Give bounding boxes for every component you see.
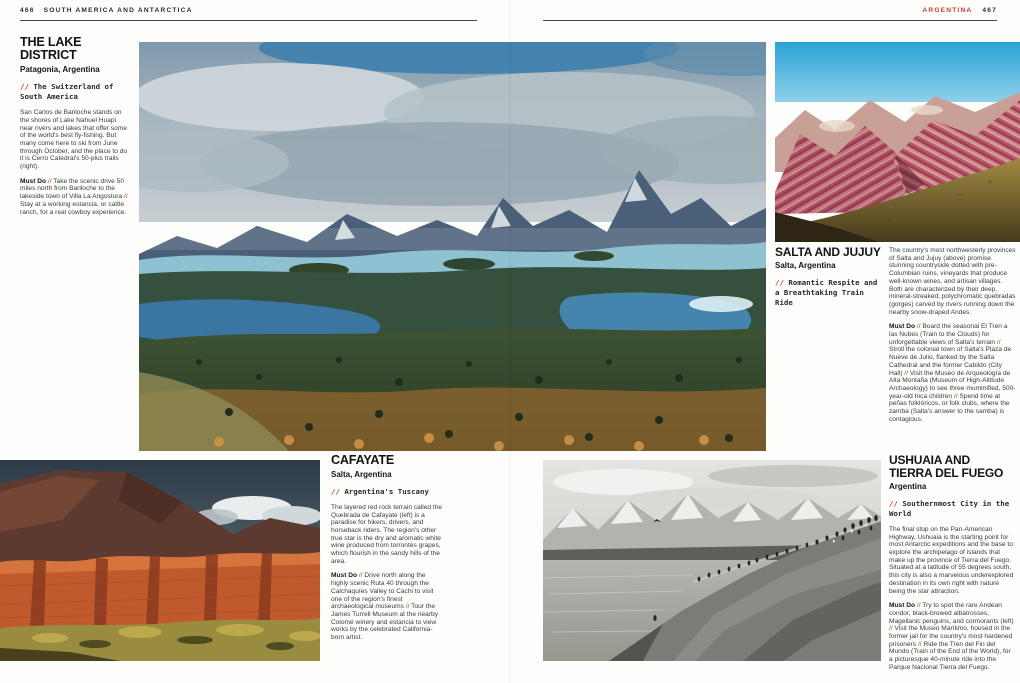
lake-district-must-do [20, 178, 131, 217]
page-gutter [508, 0, 512, 683]
slash-mark: // [358, 572, 363, 580]
cafayate-photo-illustration [0, 460, 320, 661]
cafayate-title: CAFAYATE [331, 453, 395, 467]
tagline-text: Southernmost City in the World [889, 498, 1010, 518]
section-ushuaia [889, 454, 1016, 672]
tagline-text: Romantic Respite and a Breathtaking Train Ride [775, 278, 878, 308]
lake-district-photo [139, 42, 766, 451]
must-do-label: Must Do [331, 572, 358, 580]
must-do-items: Try to spot the rare Andean condor, black-browed albatrosses, Magellanic penguins, and cormorants (left) // Visit the Museo Marítimo, housed in the former jail for the country's most hardened prisoners // Ride the Tren del Fin del Mundo (Train of the End of the World), for a picturesque 40-minute ride into the Parque Nacional Tierra del Fuego. [889, 602, 1014, 671]
must-do-items: Board the seasonal El Tren a las Nubes (Train to the Clouds) for unforgettable views of Salta's terrain // Stroll the colonial town of Salta's Plaza de Nueve de Julio, flanked by the Salta Cathedral and the former Cabildo (City Hall) // Visit the Museo de Arqueología de Alta Montaña (Museum of High-Altitude Archaeology) to see three mummified, 500-year-old Inca children // Spend time at peñas folklóricos, or folk clubs, where the zamba (Salta's answer to the samba) is contagious. [889, 323, 1016, 423]
ushuaia-photo [543, 460, 881, 661]
ushuaia-body: The final stop on the Pan-American Highway, Ushuaia is the starting point for most Antarctic expeditions and the base to explore the archipelago of islands that make up the province of Tierra del Fuego. Situated at a latitude of 55 degrees south, this city is also a marvelous underexplored destination in its own right with nature being the star attraction. [889, 525, 1014, 595]
slash-mark: // [952, 392, 960, 400]
slash-mark: // [995, 338, 1001, 346]
must-do-label: Must Do [889, 323, 916, 331]
ushuaia-title: USHUAIA AND TIERRA DEL FUEGO [889, 453, 1004, 480]
ushuaia-location: Argentina [889, 481, 927, 491]
page-number-left: 466 [20, 7, 35, 14]
salta-photo [775, 42, 1020, 242]
must-do-items: Drive north along the highly scenic Ruta 40 through the Calchaquíes Valley to Cachi to visit one of the region's finest archaeological museums // Tour the James Turrell Museum at the nearby Colomé winery and estancia to view works by the celebrated California-born artist. [331, 572, 439, 642]
salta-location: Salta, Argentina [775, 261, 836, 271]
slash-mark: // [20, 82, 29, 92]
running-head-right [543, 7, 997, 21]
slash-mark: // [889, 498, 898, 508]
cafayate-must-do [331, 572, 443, 641]
slash-mark: // [916, 602, 921, 610]
ushuaia-photo-illustration [543, 460, 881, 661]
tagline-text: The Switzerland of South America [20, 82, 114, 102]
slash-mark: // [889, 625, 895, 633]
salta-must-do [889, 323, 1016, 423]
slash-mark: // [122, 193, 128, 201]
section-lake-district [20, 36, 131, 216]
section-salta-body [889, 247, 1016, 423]
salta-title: SALTA AND JUJUY [775, 245, 881, 259]
slash-mark: // [775, 278, 784, 288]
cafayate-photo [0, 460, 320, 661]
slash-mark: // [331, 486, 340, 496]
slash-mark: // [47, 177, 52, 185]
slash-mark: // [916, 640, 924, 648]
salta-photo-illustration [775, 42, 1020, 242]
tagline-text: Argentina's Tuscany [344, 486, 429, 496]
running-head-left [20, 7, 477, 21]
slash-mark: // [916, 323, 921, 331]
lake-district-location: Patagonia, Argentina [20, 65, 100, 75]
cafayate-location: Salta, Argentina [331, 469, 392, 479]
must-do-label: Must Do [889, 602, 916, 610]
must-do-items: Take the scenic drive 50 miles north from Bariloche to the lakeside town of Villa La Angostura // Stay at a working estancia, or cattle ranch, for a real cowboy experience. [20, 177, 128, 216]
slash-mark: // [902, 369, 910, 377]
running-head-right-title: ARGENTINA [922, 7, 973, 14]
salta-tagline [775, 278, 885, 308]
salta-body: The country's most northwesterly provinces of Salta and Jujuy (above) promise stunning countryside dotted with pre-Columbian ruins, vineyards that produce well-known wines, and artisan villages. Both are characterized by their deep, mineral-streaked, polychromatic quebradas (gorges) carved by rivers running down the nearby snow-draped Andes. [889, 247, 1016, 316]
section-cafayate [331, 454, 443, 642]
must-do-label: Must Do [20, 177, 47, 185]
running-head-left-title: SOUTH AMERICA AND ANTARCTICA [43, 7, 193, 14]
lake-district-tagline [20, 82, 131, 102]
lake-district-body: San Carlos de Bariloche stands on the shores of Lake Nahuel Huapi near rivers and lakes that offer some of the world's best fly-fishing. But many come here to ski from June through October, and the place to do it is Cerro Catedral's 50-plus trails (right). [20, 109, 128, 171]
cafayate-body: The layered red rock terrain called the Quebrada de Cafayate (left) is a paradise for hikers, drivers, and horseback riders. The region's other true star is the dry and aromatic white wine produced from torrontés grapes, which flourish in the sandy hills of the area. [331, 503, 443, 565]
slash-mark: // [403, 603, 412, 611]
section-salta-heading [775, 246, 885, 308]
ushuaia-must-do [889, 602, 1016, 671]
cafayate-tagline [331, 487, 443, 497]
page-number-right: 467 [982, 7, 997, 14]
lake-district-title: THE LAKE DISTRICT [20, 35, 82, 63]
lake-district-photo-illustration [139, 42, 766, 451]
ushuaia-tagline [889, 499, 1016, 519]
